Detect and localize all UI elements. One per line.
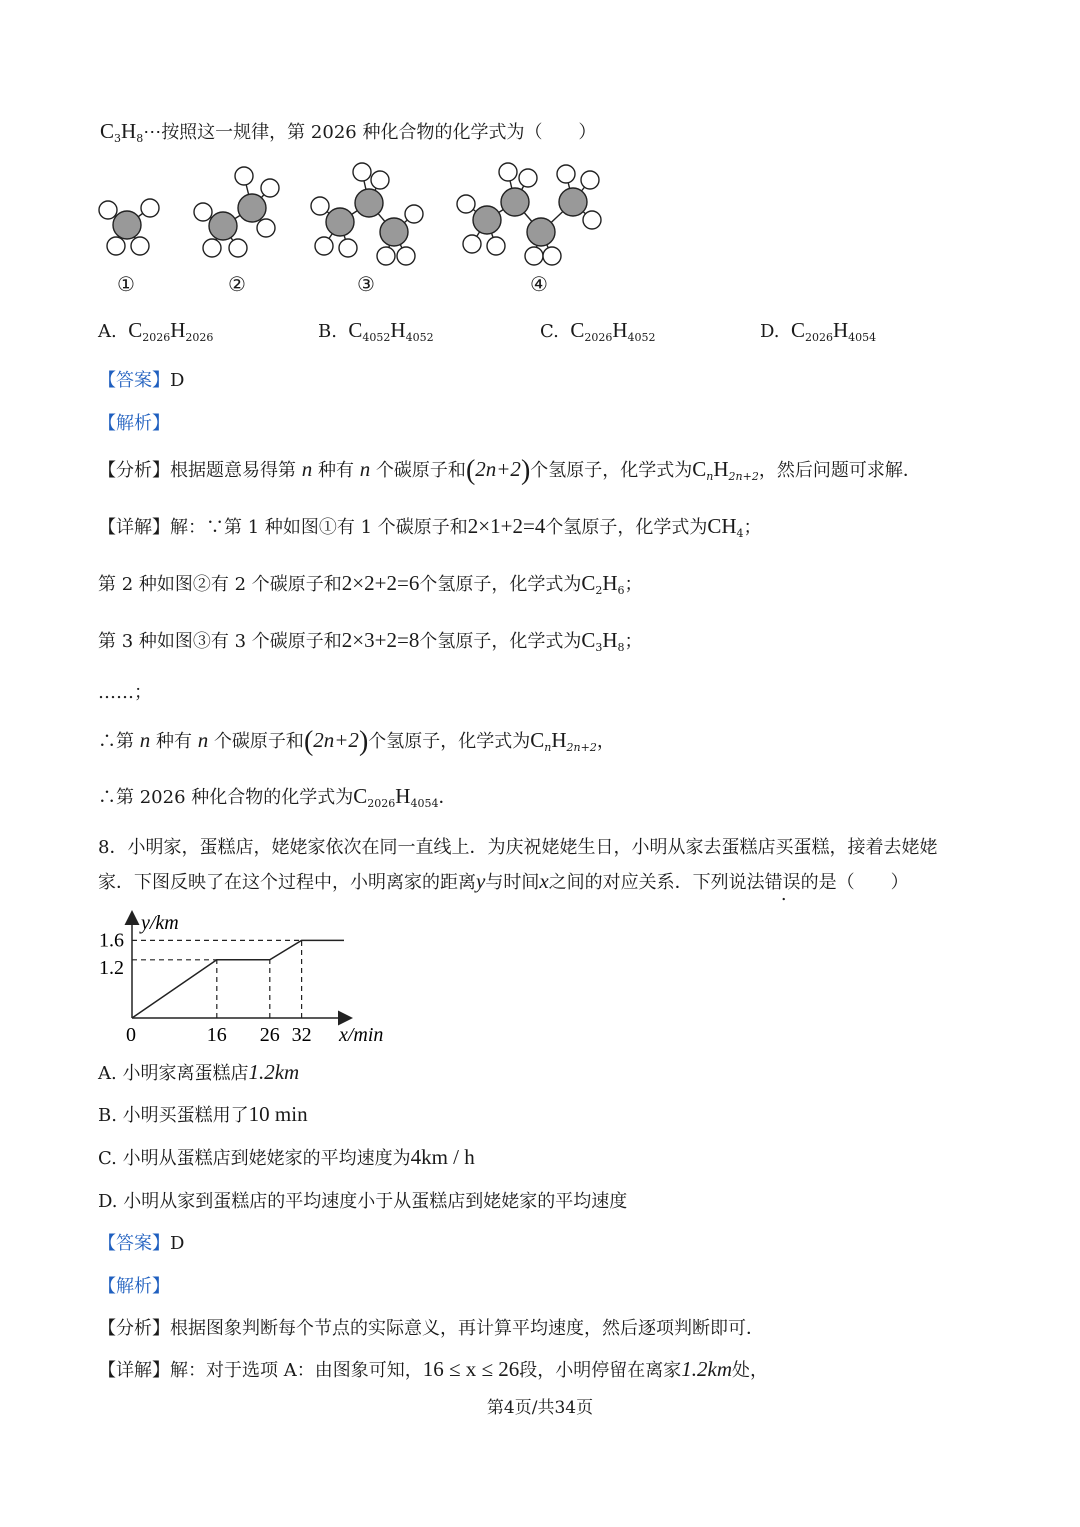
x-tick-label: 32: [291, 1024, 312, 1046]
q8-option-a[interactable]: A. 小明家离蛋糕店1.2km: [98, 1060, 300, 1084]
molecule-1: [99, 199, 159, 255]
q8-option-c[interactable]: C. 小明从蛋糕店到姥姥家的平均速度为4km / h: [98, 1145, 475, 1169]
distance-time-graph: [95, 905, 415, 1050]
q8-option-d[interactable]: D. 小明从家到蛋糕店的平均速度小于从蛋糕店到姥姥家的平均速度: [98, 1191, 628, 1212]
q7-detail-ellipsis: ……；: [98, 682, 152, 703]
q7-analysis-tag: 【解析】: [98, 413, 170, 434]
y-axis-label: y/km: [141, 912, 179, 934]
q7-detail-2: 第 2 种如图②有 2 个碳原子和2×2+2=6个氢原子，化学式为$C_2H_6$；: [98, 571, 643, 597]
x-axis-label: x/min: [339, 1024, 384, 1046]
q7-option-d[interactable]: D. $C_{2026}H_{4054}$: [760, 318, 877, 344]
q7-detail-5: ∴第 n 种有 n 个碳原子和(2n+2)个氢原子，化学式为$C_nH_{2n+2}$，: [98, 726, 615, 757]
q7-fenxi: 【分析】根据题意易得第 n 种有 n 个碳原子和(2n+2)个氢原子，化学式为$C_nH_{2n+2}$，然后问题可求解．: [98, 455, 921, 486]
q8-stem-line2: 家．下图反映了在这个过程中，小明离家的距离y与时间x之间的对应关系．下列说法错误的是（ ）: [98, 869, 909, 893]
q7-option-b[interactable]: B. $C_{4052}H_{4052}$: [318, 318, 434, 344]
q8-stem-line1: 8．小明家，蛋糕店，姥姥家依次在同一直线上．为庆祝姥姥生日，小明从家去蛋糕店买蛋糕，接着去姥姥: [98, 837, 938, 858]
q7-stem-text: ⋯按照这一规律，第 2026 种化合物的化学式为（ ）: [143, 122, 597, 143]
molecule-2: [194, 167, 279, 257]
q7-detail-6: ∴第 2026 种化合物的化学式为$C_{2026}H_{4054}$．: [98, 784, 457, 810]
q8-option-b[interactable]: B. 小明买蛋糕用了10 min: [98, 1102, 308, 1126]
y-tick-label: 1.6: [99, 929, 124, 952]
q7-option-c[interactable]: C. $C_{2026}H_{4052}$: [540, 318, 656, 344]
q8-answer: 【答案】D: [98, 1233, 185, 1254]
q8-fenxi: 【分析】根据图象判断每个节点的实际意义，再计算平均速度，然后逐项判断即可．: [98, 1318, 764, 1339]
figure-label-3: ③: [357, 272, 375, 296]
x-tick-label: 26: [259, 1024, 280, 1046]
q7-detail-3: 第 3 种如图③有 3 个碳原子和2×3+2=8个氢原子，化学式为$C_3H_8$；: [98, 628, 643, 654]
q7-option-a[interactable]: A. $C_{2026}H_{2026}$: [98, 318, 214, 344]
molecule-3: [311, 163, 423, 265]
x-tick-label: 16: [206, 1024, 227, 1046]
q7-stem: $C_3H_8\cdots$按照这一规律，第 2026 种化合物的化学式为（ ）: [100, 119, 597, 145]
q8-detail: 【详解】解：对于选项 A：由图象可知，16 ≤ x ≤ 26段，小明停留在离家1.2km处，: [98, 1357, 769, 1381]
q7-answer: 【答案】D: [98, 370, 185, 391]
figure-label-4: ④: [530, 272, 548, 296]
page-footer: 第4页/共34页: [486, 1398, 594, 1418]
q8-analysis-tag: 【解析】: [98, 1276, 170, 1297]
molecule-4: [457, 163, 601, 265]
origin-label: 0: [126, 1024, 136, 1046]
y-tick-label: 1.2: [99, 956, 124, 979]
distance-line: [132, 940, 344, 1018]
q7-detail-1: 【详解】解：∵第 1 种如图①有 1 个碳原子和2×1+2=4个氢原子，化学式为$CH_4$；: [98, 514, 762, 540]
figure-label-2: ②: [228, 272, 246, 296]
figure-label-1: ①: [117, 272, 135, 296]
